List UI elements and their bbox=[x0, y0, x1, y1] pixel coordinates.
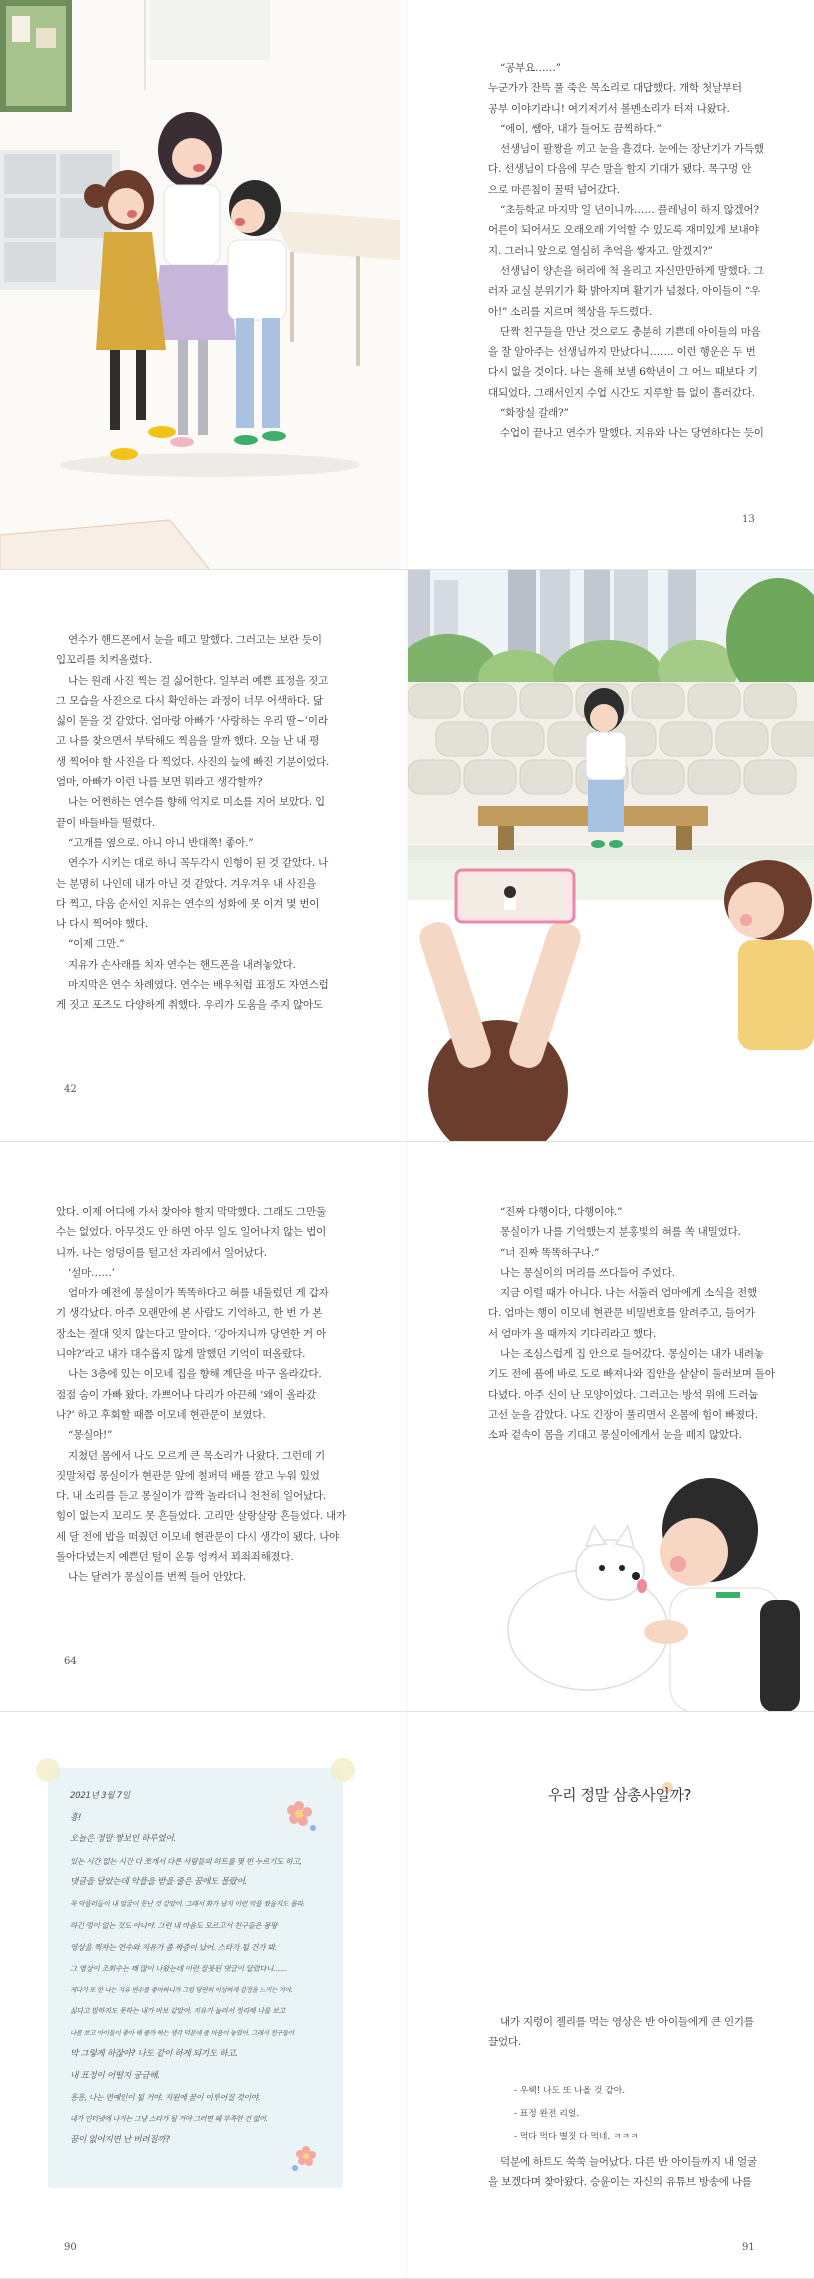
diary-text bbox=[70, 1786, 305, 2152]
text-line: 끝이 바들바들 떨렸다. bbox=[56, 816, 155, 829]
diary-line: 막 그렇게 하잖아? 나도 같이 하게 되기도 하고. bbox=[70, 2049, 238, 2059]
diary-line: 꿈이 없어지면 난 버려질까? bbox=[70, 2135, 170, 2145]
text-line: “에이, 쌤아, 내가 들어도 끔찍하다.” bbox=[500, 122, 662, 135]
diary-line: 있는 시간 없는 시간 다 쪼개서 다른 사람들의 하트를 몇 번 누르기도 하고, bbox=[70, 1856, 302, 1866]
spread-page-90-91 bbox=[0, 1712, 814, 2279]
text-line: 지유가 손사래를 치자 연수는 핸드폰을 내려놓았다. bbox=[68, 958, 296, 971]
diary-line: 싫다고 말하지도 못하는 내가 바보 같았어. 지유가 놀라서 정리해 나를 보고 bbox=[70, 2007, 286, 2015]
text-line: 아!” 소리를 지르며 책상을 두드렸다. bbox=[488, 305, 653, 318]
text-line: 나는 원래 사진 찍는 걸 싫어한다. 일부러 예쁜 표정을 짓고 bbox=[68, 674, 329, 687]
page-13-text bbox=[488, 58, 764, 444]
text-line: “초등학교 마지막 일 년이니까…… 플레닝이 하지 않겠어? bbox=[500, 204, 759, 217]
text-line: 그 모습을 사진으로 다시 확인하는 과정이 너무 어색하다. 닮 bbox=[56, 694, 323, 707]
page-42-text bbox=[56, 630, 329, 1016]
text-line: 공부 이야기라니! 여기저기서 볼멘소리가 터져 나왔다. bbox=[488, 102, 730, 115]
text-line: 짓말처럼 몽실이가 현관문 앞에 철퍼덕 배를 깔고 누워 있었 bbox=[56, 1469, 320, 1482]
text-line: 끌었다. bbox=[488, 2036, 521, 2049]
diary-line: 오늘은 정말 짱보인 하루였어. bbox=[70, 1834, 176, 1844]
text-line: 으로 마른침이 꿀떡 넘어갔다. bbox=[488, 183, 620, 196]
text-line: 생 찍어야 할 사진을 다 찍었다. 사진의 늪에 빠진 기분이었다. bbox=[56, 755, 330, 768]
comment-item: - 표정 완전 리얼. bbox=[514, 2109, 580, 2119]
text-line: 다. 선생님이 다음에 무슨 말을 할지 기대가 됐다. 목구멍 안 bbox=[488, 163, 752, 176]
page-91-text bbox=[488, 2012, 754, 2053]
tape-decoration bbox=[36, 1758, 60, 1782]
text-line: 다. 엄마는 행이 이모네 현관문 비밀번호를 알려주고, 들어가 bbox=[488, 1307, 755, 1320]
diary-line: 흥! bbox=[70, 1812, 82, 1823]
diary-note-card bbox=[48, 1768, 343, 2188]
classroom-illustration bbox=[0, 0, 400, 570]
text-line: 나?’ 하고 후회할 때쯤 이모네 현관문이 보였다. bbox=[56, 1408, 266, 1421]
spread-page-64-65 bbox=[0, 1142, 814, 1712]
text-line: 몽실이가 나를 기억했는지 분홍빛의 혀를 쏙 내밀었다. bbox=[500, 1226, 741, 1239]
text-line: 입꼬리를 치켜올렸다. bbox=[56, 654, 152, 667]
text-line: 게 짓고 포즈도 다양하게 취했다. 우리가 도움을 주지 않아도 bbox=[56, 999, 323, 1012]
diary-line: 그 영상이 조회수는 꽤 많이 나왔는데 이런 잘못된 댓글이 달렸다니…… bbox=[70, 1964, 288, 1973]
text-line: 내가 지렁이 젤리를 먹는 영상은 반 아이들에게 큰 인기를 bbox=[500, 2016, 754, 2028]
spread-page-12-13 bbox=[0, 0, 814, 570]
text-line: 지금 이럴 때가 아니다. 나는 서둘러 엄마에게 소식을 전했 bbox=[500, 1287, 757, 1300]
text-line: 다 찍고, 다음 순서인 지유는 연수의 성화에 못 이겨 몇 번이 bbox=[56, 897, 320, 910]
photo-shoot-illustration bbox=[408, 570, 814, 1142]
gutter-shadow bbox=[406, 0, 408, 569]
diary-line: 영상을 찍자는 연수와 지유가 좀 짜증이 났어. 스타가 될 건가 봐. bbox=[70, 1942, 277, 1952]
text-line: 나는 어쩐하는 연수를 향해 억지로 미소를 지어 보았다. 입 bbox=[68, 796, 325, 809]
page-65-text bbox=[488, 1202, 775, 1446]
text-line: 니야?’라고 내가 대수롭지 않게 말했던 기억이 떠올랐다. bbox=[56, 1348, 306, 1361]
gutter-shadow bbox=[406, 1712, 408, 2278]
text-line: 수업이 끝나고 연수가 말했다. 지유와 나는 당연하다는 듯이 bbox=[500, 427, 764, 440]
text-line: 장소는 절대 잊지 않는다고 말이다. ‘강아지니까 당연한 거 아 bbox=[56, 1327, 327, 1340]
diary-line: 2021년 3월 7일 bbox=[70, 1791, 130, 1801]
text-line: 나는 몽실이의 머리를 쓰다듬어 주었다. bbox=[500, 1266, 675, 1279]
text-line: 덕분에 하트도 쑥쑥 늘어났다. 다른 반 아이들까지 내 얼굴 bbox=[500, 2156, 757, 2168]
text-line: 마지막은 연수 차례였다. 연수는 배우처럼 표정도 자연스럽 bbox=[68, 979, 329, 992]
text-line: “몽실아!” bbox=[68, 1429, 113, 1442]
page-number: 90 bbox=[64, 2242, 77, 2253]
page-64-text bbox=[56, 1202, 346, 1588]
text-line: “진짜 다행이다, 다행이야.” bbox=[500, 1206, 623, 1218]
text-line: 어른이 되어서도 오래오래 기억할 수 있도록 재미있게 보내야 bbox=[488, 224, 759, 237]
text-line: 지. 그러니 앞으로 열심히 추억을 쌓자고. 알겠지?” bbox=[488, 244, 713, 257]
page-91-text-tail bbox=[488, 2152, 757, 2193]
text-line: 연수가 시키는 대로 하니 꼭두각시 인형이 된 것 같았다. 나 bbox=[68, 857, 329, 870]
chapter-title: 우리 정말 삼총사일까? bbox=[548, 1786, 692, 1804]
text-line: 는 분명히 나인데 내가 아닌 것 같았다. 겨우겨우 내 사진을 bbox=[56, 877, 317, 890]
text-line: “너 진짜 똑똑하구나.” bbox=[500, 1246, 600, 1259]
text-line: 대되었다. 그래서인지 수업 시간도 지루할 틈 없이 흘러갔다. bbox=[488, 386, 755, 399]
boy bbox=[644, 1478, 800, 1712]
text-line: 을 잘 알아주는 선생님까지 만났다니……. 이런 행운은 두 번 bbox=[488, 346, 756, 359]
text-line: 선생님이 팔짱을 끼고 눈을 흘겼다. 눈에는 장난기가 가득했 bbox=[500, 143, 764, 156]
tape-decoration bbox=[331, 1758, 355, 1782]
text-line: 을 보겠다며 찾아왔다. 승윤이는 자신의 유튜브 방송에 나를 bbox=[488, 2176, 752, 2189]
diary-line: 게다가 또 한 나는 지유 연수를 좋아하니까 그럼 당연히 이상하게 감정을 느끼는 거야. bbox=[70, 1985, 293, 1994]
dog-illustration bbox=[470, 1460, 814, 1712]
text-line: 엄마가 예전에 몽실이가 똑똑하다고 혀를 내둘렀던 게 갑자 bbox=[68, 1287, 329, 1300]
text-line: ‘설마……’ bbox=[68, 1266, 115, 1279]
page-number: 13 bbox=[742, 514, 755, 525]
posing-girl bbox=[584, 688, 626, 848]
text-line: 돌아다녔는지 예쁜던 털이 온통 엉켜서 꾀죄죄해졌다. bbox=[56, 1551, 294, 1564]
comment-list bbox=[514, 2080, 639, 2149]
text-line: 소파 겉속이 몸을 기대고 몽실이에게서 눈을 떼지 않았다. bbox=[488, 1429, 742, 1442]
text-line: 다. 내 소리를 듣고 몽실이가 깜짝 놀라더니 천천히 일어났다. bbox=[56, 1490, 327, 1503]
text-line: 나는 3층에 있는 이모네 집을 향해 계단을 마구 올라갔다. bbox=[68, 1368, 322, 1381]
text-line: 힘이 없는지 꼬리도 못 흔들었다. 고리만 살랑살랑 흔들었다. 내가 bbox=[56, 1510, 346, 1523]
page-number: 42 bbox=[64, 1084, 77, 1095]
text-line: 다녔다. 아주 신이 난 모양이었다. 그러고는 방석 위에 드러눕 bbox=[488, 1388, 759, 1401]
diary-line: 흥흥, 나는 연예인이 될 거야. 지원에 꿈이 이루어질 것이야. bbox=[70, 2093, 261, 2102]
text-line: 연수가 핸드폰에서 눈을 떼고 말했다. 그러고는 보란 듯이 bbox=[68, 634, 322, 646]
text-line: 지쳤던 몸에서 나도 모르게 큰 목소리가 나왔다. 그런데 기 bbox=[68, 1449, 325, 1462]
text-line: 나 다시 찍어야 했다. bbox=[56, 918, 149, 931]
diary-line: 내 표정이 어떨지 궁금해. bbox=[70, 2070, 160, 2081]
text-line: 니까. 나는 엉덩이를 털고선 자리에서 일어났다. bbox=[56, 1246, 267, 1259]
diary-line: 하긴 멍이 없는 것도 아니야. 그런 내 마음도 모르고서 친구들은 몽땅 bbox=[70, 1921, 278, 1930]
text-line: 싫이 돋을 것 같았다. 엄마랑 아빠가 ‘사랑하는 우리 딸~’이라 bbox=[56, 715, 328, 728]
text-line: 수는 없었다. 아무것도 안 하면 아무 일도 일어나지 않는 법이 bbox=[56, 1226, 327, 1239]
text-line: 엄마, 아빠가 이런 나를 보면 뭐라고 생각할까? bbox=[56, 776, 263, 789]
classroom-hug-scene-image bbox=[0, 0, 400, 570]
text-line: 점점 숨이 가빠 왔다. 가쁘어나 다리가 아끈해 ‘왜이 올라갔 bbox=[56, 1388, 317, 1401]
diary-line: 꼭 악플러들이 내 얼굴이 못난 것 같았어. 그래서 화가 났지 이런 악플 썼을지도 몰라. bbox=[70, 1899, 305, 1908]
park-photo-scene-image bbox=[408, 570, 814, 1142]
page-number: 91 bbox=[742, 2242, 755, 2253]
text-line: 누군가가 잔뜩 풀 죽은 목소리로 대답했다. 개학 첫날부터 bbox=[488, 82, 742, 95]
text-line: 기 생각났다. 아주 오랜만에 본 사람도 기억하고, 한 번 가 본 bbox=[56, 1307, 323, 1320]
comment-item: - 먹다 먹다 별짓 다 먹네. ㅋㅋㅋ bbox=[514, 2132, 639, 2142]
text-line: 고선 눈을 감았다. 나도 긴장이 풀리면서 온몸에 힘이 빠졌다. bbox=[488, 1408, 759, 1421]
text-line: 단짝 친구들을 만난 것으로도 충분히 기쁜데 아이들의 마음 bbox=[500, 325, 761, 338]
text-line: 나는 조심스럽게 집 안으로 들어갔다. 몽실이는 내가 내려놓 bbox=[500, 1348, 764, 1361]
text-line: 다시 없을 것이다. 나는 올해 보낼 6학년이 그 어느 때보다 기 bbox=[488, 366, 758, 379]
boy-with-dog-image bbox=[470, 1460, 814, 1712]
diary-line: 내가 인터넷에 나가는 그냥 스타가 될 거야 그러면 왜 부족한 건 없어. bbox=[70, 2114, 268, 2123]
text-line: 았다. 이제 어디에 가서 찾아야 할지 막막했다. 그래도 그만둘 bbox=[56, 1206, 327, 1218]
text-line: “공부요……” bbox=[500, 62, 561, 74]
gutter-shadow bbox=[406, 1142, 408, 1711]
white-dog bbox=[508, 1526, 668, 1690]
text-line: 선생님이 양손을 허리에 척 올리고 자신만만하게 말했다. 그 bbox=[500, 264, 764, 277]
diary-line: 나를 보고 아이들이 좋아 해 줄까 하는 생각 덕분에 좀 마음이 놓였어. 그래서 친구들이 bbox=[70, 2028, 294, 2037]
text-line: 세 달 전에 밥을 떠줬던 이모네 현관문이 다시 생각이 됐다. 나야 bbox=[56, 1530, 340, 1543]
comment-item: - 우웩! 나도 또 나올 것 같아. bbox=[514, 2086, 626, 2096]
page-number: 64 bbox=[64, 1656, 77, 1667]
spread-page-42-43 bbox=[0, 570, 814, 1142]
text-line: “이제 그만.” bbox=[68, 938, 125, 951]
text-line: “화장실 갈래?” bbox=[500, 407, 569, 420]
text-line: 고 나를 찾으면서 부탁해도 찍음을 말까 했다. 오늘 난 내 평 bbox=[56, 735, 320, 748]
text-line: “고개를 옆으로. 아니 아니 반대쪽! 좋아.” bbox=[68, 836, 254, 849]
diary-line: 댓글을 달았는데 악플을 받을 줄은 꿈에도 몰랐어. bbox=[70, 1877, 248, 1887]
text-line: 러자 교실 분위기가 확 밝아지며 활기가 넘쳤다. 아이들이 “우 bbox=[488, 285, 761, 298]
text-line: 기도 전에 품에 바로 도로 빠져나와 집안을 샅샅이 둘러보며 돌아 bbox=[488, 1368, 775, 1381]
text-line: 서 엄마가 올 때까지 기다리라고 했다. bbox=[488, 1327, 656, 1340]
text-line: 나는 달려가 몽실이를 번쩍 들어 안았다. bbox=[68, 1571, 246, 1584]
